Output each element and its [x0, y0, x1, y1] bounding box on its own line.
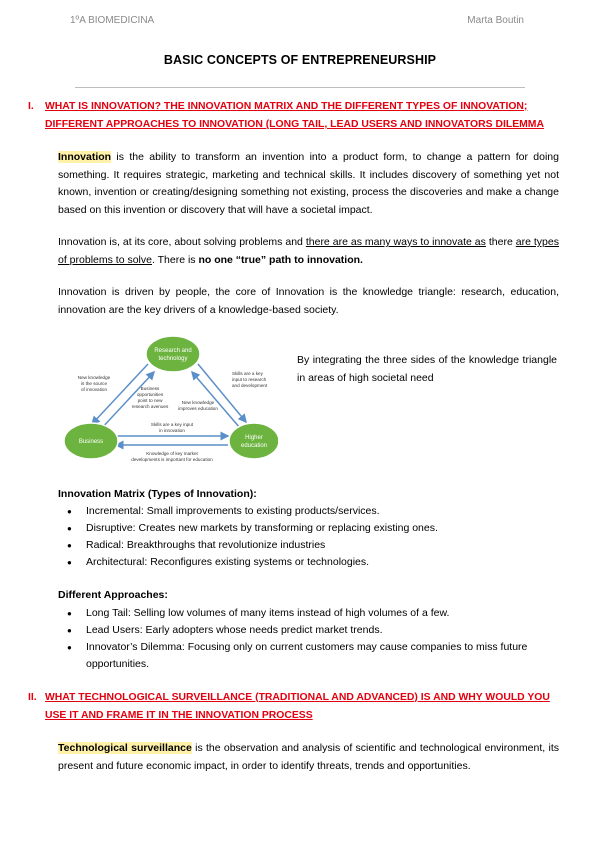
node-business-label: Business: [78, 439, 104, 445]
label-left-1: New knowledge: [77, 375, 111, 380]
section-2-title: WHAT TECHNOLOGICAL SURVEILLANCE (TRADITIONAL AND ADVANCED) IS AND WHY WOULD YOU USE IT AND FRAME IT IN THE INNOVATION PROCESS: [45, 692, 550, 721]
problems-text-c: . There is: [151, 253, 199, 266]
list-item: ● Lead Users: Early adopters whose needs predict market trends.: [58, 622, 559, 639]
label-center-left-3: point to new: [137, 398, 163, 403]
list-item: ● Incremental: Small improvements to existing products/services.: [58, 503, 559, 520]
tech-surveillance-definition: [58, 740, 559, 775]
knowledge-triangle-diagram: [58, 332, 278, 472]
node-education-line-2: education: [240, 443, 268, 449]
knowledge-triangle-paragraph: Innovation is driven by people, the core of Innovation is the knowledge triangle: research, education, innovation are the key drivers of a knowledge-based society.: [58, 286, 559, 316]
problems-bold: no one “true” path to innovation.: [198, 253, 363, 266]
list-item: ● Radical: Breakthroughs that revolutionize industries: [58, 537, 559, 554]
node-research: [146, 336, 200, 372]
list-item: ● Innovator’s Dilemma: Focusing only on current customers may cause companies to miss future opportunities.: [58, 639, 559, 673]
section-1-heading: [28, 98, 568, 134]
section-2-number: II.: [28, 692, 37, 703]
matrix-title: Innovation Matrix (Types of Innovation):: [58, 488, 257, 500]
label-right-1: Skills are a key: [232, 371, 263, 376]
innovation-definition: [58, 149, 559, 219]
section-1-number: I.: [28, 101, 34, 112]
header-course: 1ºA BIOMEDICINA: [70, 15, 155, 26]
label-bottom-1: Knowledge of key market: [146, 451, 198, 456]
section-1-title: WHAT IS INNOVATION? THE INNOVATION MATRIX AND THE DIFFERENT TYPES OF INNOVATION; DIFFERENT APPROACHES TO INNOVATION (LONG TAIL, LEAD USERS AND INNOVATORS DILEMMA: [45, 101, 544, 130]
header-author: Marta Boutin: [467, 15, 524, 26]
label-left-2: is the source: [80, 381, 108, 386]
list-item: ● Long Tail: Selling low volumes of many items instead of high volumes of a few.: [58, 605, 559, 622]
node-education: [229, 423, 278, 459]
problems-underline-1: there are as many ways to innovate as: [305, 236, 486, 248]
problems-text-b: there: [485, 236, 516, 248]
label-right-3: and development: [232, 383, 268, 388]
label-center-left-1: Business: [140, 386, 160, 391]
label-center-right-2: improves education: [178, 406, 218, 411]
label-bottom-2: developments is important for education: [131, 457, 213, 462]
label-left-3: of innovation: [80, 387, 108, 392]
approaches-list: [58, 605, 559, 673]
innovation-problems-paragraph: [58, 234, 559, 269]
label-center-right-1: New knowledge: [181, 400, 215, 405]
label-center-left-2: opportunities: [136, 392, 164, 397]
triangle-side-text: By integrating the three sides of the knowledge triangle in areas of high societal need: [297, 354, 557, 384]
title-divider: [75, 87, 525, 88]
problems-text-a: Innovation is, at its core, about solving problems and: [58, 236, 306, 248]
label-center-left-4: research avenues: [131, 404, 169, 409]
node-education-line-1: Higher: [245, 435, 263, 441]
problems-underline-2: are types of problems to solve: [58, 236, 559, 266]
node-research-line-1: Research and: [154, 348, 192, 354]
label-bottom-top-1: Skills are a key input: [150, 422, 194, 427]
node-research-line-2: technology: [158, 356, 188, 362]
innovation-term: Innovation: [58, 151, 112, 163]
tech-surveillance-term: Technological surveillance: [58, 742, 192, 754]
tech-surveillance-text: is the observation and analysis of scientific and technological environment, its present and future economic impact, in order to identify threats, trends and opportunities.: [58, 742, 559, 772]
label-right-2: input to research: [232, 377, 267, 382]
page-title: BASIC CONCEPTS OF ENTREPRENEURSHIP: [163, 53, 437, 67]
innovation-definition-text: is the ability to transform an invention into a product form, to change a pattern for doing something. It requires strategic, marketing and technical skills. It includes discovery of something yet not known, invention or creating/designing something not existing, process the discoveries and make a change based on this invention or discovery that will have a societal impact.: [58, 151, 559, 216]
label-bottom-top-2: in innovation: [159, 428, 185, 433]
matrix-list: [58, 503, 559, 571]
approaches-title: Different Approaches:: [58, 589, 168, 601]
list-item: ● Architectural: Reconfigures existing systems or technologies.: [58, 554, 559, 571]
list-item: ● Disruptive: Creates new markets by transforming or replacing existing ones.: [58, 520, 559, 537]
section-2-heading: [28, 689, 568, 725]
